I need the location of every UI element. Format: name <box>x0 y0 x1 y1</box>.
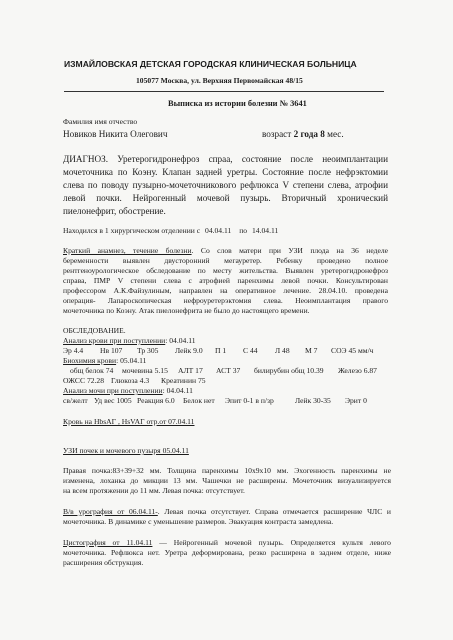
age-months: 8 <box>320 129 325 139</box>
urine-value: св/желт <box>63 396 88 405</box>
urine-date: : 04.04.11 <box>162 386 193 395</box>
document-title: Выписка из истории болезни № 3641 <box>168 99 307 108</box>
anamnesis-line-6: операция- Лапароскопическая нефроуретерэктомия слева. Неоимплантация правого <box>63 296 388 305</box>
diagnosis-line-2: мочеточника по Коэну. Клапан задней уретры. Состояние после нефрэктомии <box>63 167 388 177</box>
biochem-value: мочевина 5.15 <box>122 366 168 375</box>
biochem-row-2 <box>63 376 206 386</box>
urine-row <box>63 396 403 406</box>
biochem-heading-line <box>63 356 146 366</box>
urography-line-1 <box>63 507 391 517</box>
biochem-value: Креатинин 75 <box>161 376 206 385</box>
biochem-value: АЛТ 17 <box>178 366 203 375</box>
blood-cell: СОЭ 45 мм/ч <box>331 346 374 355</box>
anamnesis-line-4: справа, ПМР V степени слева с атрофией паренхимы левой почки. Консультирован <box>63 276 388 285</box>
urine-value: Реакция 6.0 <box>137 396 175 405</box>
patient-name: Новиков Никита Олегович <box>63 129 168 139</box>
biochem-value: АСТ 37 <box>216 366 241 375</box>
urine-value: Эпит 0-1 в п/зр <box>225 396 274 405</box>
blood-cell: П 1 <box>215 346 227 355</box>
diagnosis-line-1: ДИАГНОЗ. Уретерогидронефроз спраа, состояние после неоимплантации <box>63 154 388 164</box>
urine-value: Белок нет <box>183 396 215 405</box>
anamnesis-line-1 <box>63 246 388 256</box>
biochem-value: Железо 6.87 <box>338 366 377 375</box>
urography-line-2: мочеточника. В динамике с уменьшение размеров. Эвакуация контраста замедлена. <box>63 517 334 526</box>
blood-heading-line <box>63 336 196 346</box>
stay-text: Находился в 1 хирургическом отделении с <box>63 226 201 235</box>
biochem-value: общ белок 74 <box>70 366 114 375</box>
cystography-heading: Цистография от 11.04.11 <box>63 538 153 547</box>
age-prefix: возраст <box>262 129 292 139</box>
anamnesis-line-7: мочеточника по Коэну. Атак пиелонефрита не было до настоящего времени. <box>63 306 310 315</box>
stay-to: 14.04.11 <box>252 226 279 235</box>
anamnesis-line-3: рентгеноурологическое обследование по месту жительства. Выявлен уретерогидронефроз <box>63 266 388 275</box>
biochem-value: Глюкоза 4.3 <box>111 376 150 385</box>
cystography-line-3: расширения обструкция. <box>63 558 144 567</box>
blood-cell: Лейк 9.0 <box>175 346 203 355</box>
usg-line-3: на всем протяжении до 11 мм. Левая почка: отсутствует. <box>63 486 245 495</box>
stay-period <box>63 226 278 236</box>
urine-value: Лейк 30-35 <box>295 396 331 405</box>
blood-cell: Нв 107 <box>100 346 123 355</box>
blood-cells-row <box>63 346 403 356</box>
diagnosis-line-3: слева по поводу пузырно-мочеточникового рефлюкса V степени слева, атрофии <box>63 180 388 190</box>
anamnesis-heading: Краткий анамнез, течение болезни <box>63 246 192 255</box>
urine-heading: Анализ мочи при поступлении <box>63 386 163 395</box>
cystography-text-1: — Нейрогенный мочевой пузырь. Определяется культя левого <box>152 538 391 547</box>
blood-cell: М 7 <box>305 346 318 355</box>
anamnesis-line-2: беременности выявлен двусторонний мегауретер. Ребенку проведено полное <box>63 256 388 265</box>
blood-cell: Тр 305 <box>137 346 159 355</box>
biochem-heading: Биохимия крови <box>63 356 117 365</box>
patient-age <box>262 128 344 140</box>
hospital-address: 105077 Москва, ул. Верхняя Первомайская 48/15 <box>136 76 303 85</box>
blood-cell: Л 48 <box>275 346 290 355</box>
urine-value: Уд вес 1005 <box>94 396 132 405</box>
exam-heading: ОБСЛЕДОВАНИЕ. <box>63 326 126 335</box>
stay-to-label: по <box>239 226 248 235</box>
urine-heading-line <box>63 386 193 396</box>
blood-date: : 04.04.11 <box>165 336 196 345</box>
cystography-line-2: мочеточника. Рефлюкса нет. Уретра деформирована, резко расширена в заднем отделе, ниже <box>63 548 391 557</box>
blood-cell: С 44 <box>243 346 258 355</box>
biochem-value: билирубин общ 10.39 <box>254 366 324 375</box>
biochem-date: : 05.04.11 <box>116 356 147 365</box>
usg-line-1: Правая почка:83+39+32 мм. Толщина паренхимы 10х9х10 мм. Эхогенность паренхимы не <box>63 466 391 475</box>
anamnesis-text-1: . Со слов матери при УЗИ плода на 36 неделе <box>191 246 388 255</box>
usg-heading: УЗИ почек и мочевого пузыря 05.04.11 <box>63 446 189 455</box>
biochem-row-1 <box>70 366 405 376</box>
urine-value: Эрит 0 <box>345 396 367 405</box>
age-years: 2 года <box>293 129 318 139</box>
blood-heading: Анализ крови при поступлении <box>63 336 166 345</box>
biochem-value: ОЖСС 72.28 <box>63 376 105 385</box>
cystography-line-1 <box>63 538 391 548</box>
hospital-name: ИЗМАЙЛОВСКАЯ ДЕТСКАЯ ГОРОДСКАЯ КЛИНИЧЕСКАЯ БОЛЬНИЦА <box>64 59 357 69</box>
diagnosis-line-5: пиелонефрит, обострение. <box>63 206 166 216</box>
diagnosis-line-4: левой почки. Нейрогенный мочевой пузырь. Вторичный хронический <box>63 193 388 203</box>
usg-line-2: изменена, лоханка до микции 13 мм. Чашечки не расширены. Мочеточник визуализируется <box>63 476 391 485</box>
blood-cell: Эр 4.4 <box>63 346 84 355</box>
anamnesis-line-5: профессором А.К.Файзулиным, направлен на оперативное лечение. 28.04.10. проведена <box>63 286 388 295</box>
stay-from: 04.04.11 <box>205 226 232 235</box>
fio-label: Фамилия имя отчество <box>63 117 138 126</box>
urography-heading: В/в урография от 06.04.11- <box>63 507 158 516</box>
header-divider <box>64 91 384 92</box>
urography-text-1: . Левая почка отсутствует. Справа отмечается расширение ЧЛС и <box>157 507 391 516</box>
serology-heading: Кровь на HbsAГ , HsVAГ отр.от 07.04.11 <box>63 417 195 426</box>
age-suffix: мес. <box>327 129 344 139</box>
